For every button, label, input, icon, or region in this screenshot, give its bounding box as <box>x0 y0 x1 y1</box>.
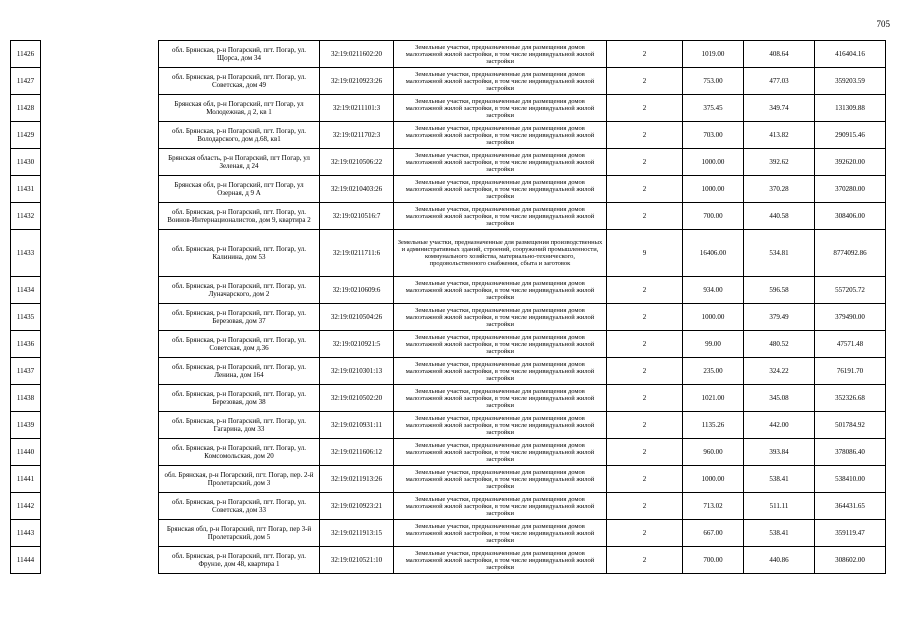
address-cell: обл. Брянская, р-н Погарский, пгт. Погар, ул. Гагарина, дом 33 <box>159 412 320 439</box>
row-id: 11440 <box>11 439 41 466</box>
area-value: 703.00 <box>683 122 744 149</box>
cadastral-value: 378086.40 <box>815 439 886 466</box>
table-row <box>11 466 886 493</box>
area-value: 713.02 <box>683 493 744 520</box>
cadastral-value: 557205.72 <box>815 277 886 304</box>
cadastral-number: 32:19:0210301:13 <box>320 358 394 385</box>
cadastral-value: 76191.70 <box>815 358 886 385</box>
cadastral-value: 501784.92 <box>815 412 886 439</box>
specific-value: 538.41 <box>744 466 815 493</box>
category-code: 2 <box>607 176 683 203</box>
area-value: 99.00 <box>683 331 744 358</box>
category-code: 2 <box>607 95 683 122</box>
area-value: 753.00 <box>683 68 744 95</box>
address-cell: обл. Брянская, р-н Погарский, пгт. Погар, ул. Советская, дом д.36 <box>159 331 320 358</box>
land-registry-table <box>10 40 886 574</box>
cadastral-value: 131309.88 <box>815 95 886 122</box>
cadastral-value: 364431.65 <box>815 493 886 520</box>
address-cell: обл. Брянская, р-н Погарский, пгт. Погар, ул. Советская, дом 49 <box>159 68 320 95</box>
gap-cell <box>41 122 159 149</box>
gap-cell <box>41 41 159 68</box>
gap-cell <box>41 149 159 176</box>
cadastral-value: 47571.48 <box>815 331 886 358</box>
gap-cell <box>41 95 159 122</box>
area-value: 1021.00 <box>683 385 744 412</box>
land-purpose: Земельные участки, предназначенные для размещения домов малоэтажной жилой застройки, в том числе индивидуальной жилой застройки <box>394 547 607 574</box>
table-row <box>11 304 886 331</box>
area-value: 375.45 <box>683 95 744 122</box>
cadastral-value: 8774092.86 <box>815 230 886 277</box>
address-cell: Брянская обл, р-н Погарский, пгт Погар, ул Молодежная, д 2, кв 1 <box>159 95 320 122</box>
category-code: 2 <box>607 385 683 412</box>
page-number: 705 <box>876 19 890 29</box>
specific-value: 345.08 <box>744 385 815 412</box>
address-cell: Брянская обл, р-н Погарский, пгт Погар, пер 3-й Пролетарский, дом 5 <box>159 520 320 547</box>
area-value: 1000.00 <box>683 149 744 176</box>
land-purpose: Земельные участки, предназначенные для размещения домов малоэтажной жилой застройки, в том числе индивидуальной жилой застройки <box>394 203 607 230</box>
land-purpose: Земельные участки, предназначенные для размещения домов малоэтажной жилой застройки, в том числе индивидуальной жилой застройки <box>394 466 607 493</box>
table-row <box>11 176 886 203</box>
cadastral-number: 32:19:0210923:26 <box>320 68 394 95</box>
gap-cell <box>41 439 159 466</box>
category-code: 2 <box>607 493 683 520</box>
land-purpose: Земельные участки, предназначенные для размещения домов малоэтажной жилой застройки, в том числе индивидуальной жилой застройки <box>394 331 607 358</box>
cadastral-number: 32:19:0210516:7 <box>320 203 394 230</box>
row-id: 11427 <box>11 68 41 95</box>
table-row <box>11 547 886 574</box>
land-purpose: Земельные участки, предназначенные для размещения домов малоэтажной жилой застройки, в том числе индивидуальной жилой застройки <box>394 68 607 95</box>
area-value: 1000.00 <box>683 466 744 493</box>
land-purpose: Земельные участки, предназначенные для размещения производственных и административных зданий, строений, сооружений промышленности, коммунального хозяйства, материально-технического, продовольственного снабжения, сбыта и заготовок <box>394 230 607 277</box>
table-row <box>11 203 886 230</box>
cadastral-value: 370280.00 <box>815 176 886 203</box>
row-id: 11441 <box>11 466 41 493</box>
address-cell: обл. Брянская, р-н Погарский, пгт. Погар, ул. Березовая, дом 37 <box>159 304 320 331</box>
specific-value: 534.81 <box>744 230 815 277</box>
gap-cell <box>41 493 159 520</box>
gap-cell <box>41 68 159 95</box>
row-id: 11429 <box>11 122 41 149</box>
area-value: 700.00 <box>683 547 744 574</box>
table-row <box>11 41 886 68</box>
table-row <box>11 520 886 547</box>
table-row <box>11 68 886 95</box>
table-body <box>11 41 886 574</box>
cadastral-number: 32:19:0211101:3 <box>320 95 394 122</box>
gap-cell <box>41 385 159 412</box>
table-row <box>11 412 886 439</box>
address-cell: обл. Брянская, р-н Погарский, пгт. Погар, ул. Щорса, дом 34 <box>159 41 320 68</box>
address-cell: обл. Брянская, р-н Погарский, пгт. Погар, ул. Володарского, дом д.68, кв1 <box>159 122 320 149</box>
area-value: 16406.00 <box>683 230 744 277</box>
row-id: 11433 <box>11 230 41 277</box>
specific-value: 480.52 <box>744 331 815 358</box>
specific-value: 408.64 <box>744 41 815 68</box>
category-code: 2 <box>607 122 683 149</box>
gap-cell <box>41 203 159 230</box>
row-id: 11439 <box>11 412 41 439</box>
category-code: 9 <box>607 230 683 277</box>
category-code: 2 <box>607 439 683 466</box>
land-purpose: Земельные участки, предназначенные для размещения домов малоэтажной жилой застройки, в том числе индивидуальной жилой застройки <box>394 439 607 466</box>
gap-cell <box>41 358 159 385</box>
category-code: 2 <box>607 41 683 68</box>
cadastral-value: 290915.46 <box>815 122 886 149</box>
gap-cell <box>41 412 159 439</box>
specific-value: 440.58 <box>744 203 815 230</box>
row-id: 11442 <box>11 493 41 520</box>
table-row <box>11 230 886 277</box>
row-id: 11443 <box>11 520 41 547</box>
specific-value: 324.22 <box>744 358 815 385</box>
cadastral-number: 32:19:0211606:12 <box>320 439 394 466</box>
gap-cell <box>41 277 159 304</box>
land-purpose: Земельные участки, предназначенные для размещения домов малоэтажной жилой застройки, в том числе индивидуальной жилой застройки <box>394 95 607 122</box>
specific-value: 596.58 <box>744 277 815 304</box>
specific-value: 379.49 <box>744 304 815 331</box>
row-id: 11444 <box>11 547 41 574</box>
specific-value: 392.62 <box>744 149 815 176</box>
row-id: 11437 <box>11 358 41 385</box>
row-id: 11438 <box>11 385 41 412</box>
cadastral-number: 32:19:0210923:21 <box>320 493 394 520</box>
cadastral-value: 352326.68 <box>815 385 886 412</box>
gap-cell <box>41 176 159 203</box>
cadastral-number: 32:19:0210931:11 <box>320 412 394 439</box>
cadastral-number: 32:19:0211602:20 <box>320 41 394 68</box>
land-purpose: Земельные участки, предназначенные для размещения домов малоэтажной жилой застройки, в том числе индивидуальной жилой застройки <box>394 149 607 176</box>
specific-value: 442.00 <box>744 412 815 439</box>
specific-value: 370.28 <box>744 176 815 203</box>
address-cell: обл. Брянская, р-н Погарский, пгт. Погар, ул. Ленина, дом 164 <box>159 358 320 385</box>
land-purpose: Земельные участки, предназначенные для размещения домов малоэтажной жилой застройки, в том числе индивидуальной жилой застройки <box>394 41 607 68</box>
area-value: 235.00 <box>683 358 744 385</box>
cadastral-number: 32:19:0211702:3 <box>320 122 394 149</box>
specific-value: 393.84 <box>744 439 815 466</box>
gap-cell <box>41 230 159 277</box>
gap-cell <box>41 520 159 547</box>
address-cell: обл. Брянская, р-н Погарский, пгт. Погар, ул. Фрунзе, дом 48, квартира 1 <box>159 547 320 574</box>
cadastral-number: 32:19:0210506:22 <box>320 149 394 176</box>
area-value: 1000.00 <box>683 304 744 331</box>
cadastral-number: 32:19:0211711:6 <box>320 230 394 277</box>
area-value: 1135.26 <box>683 412 744 439</box>
row-id: 11436 <box>11 331 41 358</box>
area-value: 960.00 <box>683 439 744 466</box>
table-row <box>11 122 886 149</box>
cadastral-number: 32:19:0210921:5 <box>320 331 394 358</box>
cadastral-number: 32:19:0210502:20 <box>320 385 394 412</box>
land-purpose: Земельные участки, предназначенные для размещения домов малоэтажной жилой застройки, в том числе индивидуальной жилой застройки <box>394 520 607 547</box>
specific-value: 477.03 <box>744 68 815 95</box>
land-purpose: Земельные участки, предназначенные для размещения домов малоэтажной жилой застройки, в том числе индивидуальной жилой застройки <box>394 176 607 203</box>
category-code: 2 <box>607 466 683 493</box>
land-purpose: Земельные участки, предназначенные для размещения домов малоэтажной жилой застройки, в том числе индивидуальной жилой застройки <box>394 304 607 331</box>
row-id: 11435 <box>11 304 41 331</box>
area-value: 934.00 <box>683 277 744 304</box>
specific-value: 349.74 <box>744 95 815 122</box>
cadastral-value: 416404.16 <box>815 41 886 68</box>
row-id: 11432 <box>11 203 41 230</box>
cadastral-number: 32:19:0210521:10 <box>320 547 394 574</box>
cadastral-number: 32:19:0210403:26 <box>320 176 394 203</box>
gap-cell <box>41 304 159 331</box>
address-cell: обл. Брянская, р-н Погарский, пгт. Погар, пер. 2-й Пролетарский, дом 3 <box>159 466 320 493</box>
cadastral-value: 538410.00 <box>815 466 886 493</box>
cadastral-value: 359119.47 <box>815 520 886 547</box>
table-row <box>11 331 886 358</box>
cadastral-number: 32:19:0210504:26 <box>320 304 394 331</box>
category-code: 2 <box>607 149 683 176</box>
cadastral-value: 359203.59 <box>815 68 886 95</box>
specific-value: 440.86 <box>744 547 815 574</box>
land-purpose: Земельные участки, предназначенные для размещения домов малоэтажной жилой застройки, в том числе индивидуальной жилой застройки <box>394 412 607 439</box>
cadastral-number: 32:19:0211913:15 <box>320 520 394 547</box>
category-code: 2 <box>607 412 683 439</box>
address-cell: Брянская обл, р-н Погарский, пгт Погар, ул Озерная, д 9 А <box>159 176 320 203</box>
address-cell: обл. Брянская, р-н Погарский, пгт. Погар, ул. Комсомольская, дом 20 <box>159 439 320 466</box>
cadastral-number: 32:19:0210609:6 <box>320 277 394 304</box>
category-code: 2 <box>607 358 683 385</box>
land-purpose: Земельные участки, предназначенные для размещения домов малоэтажной жилой застройки, в том числе индивидуальной жилой застройки <box>394 358 607 385</box>
category-code: 2 <box>607 331 683 358</box>
category-code: 2 <box>607 547 683 574</box>
row-id: 11434 <box>11 277 41 304</box>
table-row <box>11 439 886 466</box>
gap-cell <box>41 547 159 574</box>
category-code: 2 <box>607 68 683 95</box>
specific-value: 538.41 <box>744 520 815 547</box>
category-code: 2 <box>607 277 683 304</box>
land-purpose: Земельные участки, предназначенные для размещения домов малоэтажной жилой застройки, в том числе индивидуальной жилой застройки <box>394 277 607 304</box>
cadastral-value: 379490.00 <box>815 304 886 331</box>
row-id: 11426 <box>11 41 41 68</box>
specific-value: 413.82 <box>744 122 815 149</box>
area-value: 667.00 <box>683 520 744 547</box>
address-cell: обл. Брянская, р-н Погарский, пгт. Погар, ул. Воинов-Интернационалистов, дом 9, квартира 2 <box>159 203 320 230</box>
area-value: 1000.00 <box>683 176 744 203</box>
table-row <box>11 277 886 304</box>
cadastral-number: 32:19:0211913:26 <box>320 466 394 493</box>
address-cell: Брянская область, р-н Погарский, пгт Погар, ул Зеленая, д 24 <box>159 149 320 176</box>
gap-cell <box>41 466 159 493</box>
table-row <box>11 385 886 412</box>
category-code: 2 <box>607 520 683 547</box>
row-id: 11431 <box>11 176 41 203</box>
table-row <box>11 493 886 520</box>
address-cell: обл. Брянская, р-н Погарский, пгт. Погар, ул. Луначарского, дом 2 <box>159 277 320 304</box>
cadastral-value: 308406.00 <box>815 203 886 230</box>
category-code: 2 <box>607 304 683 331</box>
land-purpose: Земельные участки, предназначенные для размещения домов малоэтажной жилой застройки, в том числе индивидуальной жилой застройки <box>394 122 607 149</box>
land-purpose: Земельные участки, предназначенные для размещения домов малоэтажной жилой застройки, в том числе индивидуальной жилой застройки <box>394 385 607 412</box>
specific-value: 511.11 <box>744 493 815 520</box>
cadastral-value: 308602.00 <box>815 547 886 574</box>
table-row <box>11 358 886 385</box>
table-row <box>11 149 886 176</box>
cadastral-value: 392620.00 <box>815 149 886 176</box>
area-value: 700.00 <box>683 203 744 230</box>
row-id: 11430 <box>11 149 41 176</box>
land-purpose: Земельные участки, предназначенные для размещения домов малоэтажной жилой застройки, в том числе индивидуальной жилой застройки <box>394 493 607 520</box>
address-cell: обл. Брянская, р-н Погарский, пгт. Погар, ул. Березовая, дом 38 <box>159 385 320 412</box>
address-cell: обл. Брянская, р-н Погарский, пгт. Погар, ул. Советская, дом 33 <box>159 493 320 520</box>
category-code: 2 <box>607 203 683 230</box>
table-row <box>11 95 886 122</box>
area-value: 1019.00 <box>683 41 744 68</box>
address-cell: обл. Брянская, р-н Погарский, пгт. Погар, ул. Калинина, дом 53 <box>159 230 320 277</box>
row-id: 11428 <box>11 95 41 122</box>
gap-cell <box>41 331 159 358</box>
